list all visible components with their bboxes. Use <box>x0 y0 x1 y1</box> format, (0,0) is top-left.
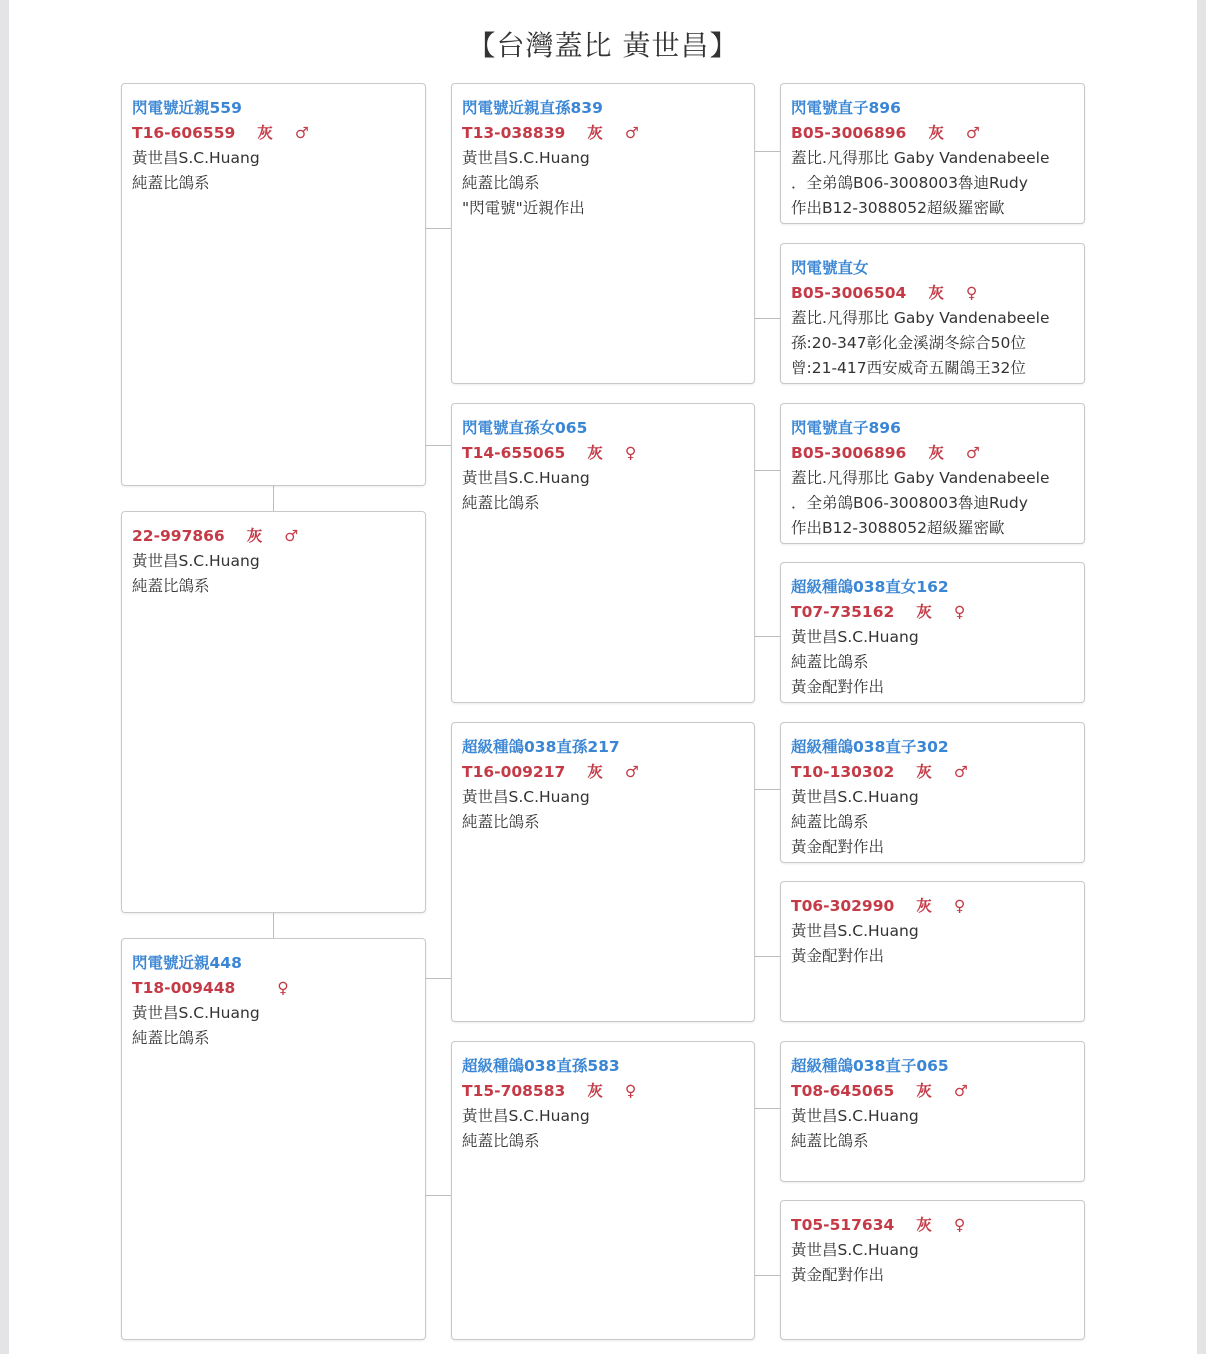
feather-color: 灰 <box>928 124 944 142</box>
male-icon: ♂ <box>294 124 309 142</box>
info-line: 純蓋比鴿系 <box>462 174 540 192</box>
dam-card[interactable] <box>121 938 426 1340</box>
ring-line <box>462 760 744 785</box>
ring-number: T13-038839 <box>462 124 566 142</box>
info-line: ．全弟鴿B06-3008003魯迪Rudy <box>791 494 1028 512</box>
info-line: 蓋比.凡得那比 Gaby Vandenabeele <box>791 309 1050 327</box>
female-icon: ♀ <box>277 979 289 997</box>
info-line: 純蓋比鴿系 <box>791 1132 869 1150</box>
info-line: 黃金配對作出 <box>791 678 885 696</box>
female-icon: ♀ <box>953 897 966 915</box>
info-line: 黃世昌S.C.Huang <box>462 788 590 806</box>
sds-card[interactable] <box>780 403 1085 544</box>
pigeon-name: 超級種鴿038直子302 <box>791 738 949 756</box>
ring-line <box>791 441 1074 466</box>
sire-card[interactable] <box>121 83 426 486</box>
info-line: 黃世昌S.C.Huang <box>462 1107 590 1125</box>
info-line: 純蓋比鴿系 <box>462 1132 540 1150</box>
ring-line <box>791 894 1074 919</box>
pigeon-name: 閃電號近親448 <box>132 954 242 972</box>
ring-line <box>791 1213 1074 1238</box>
connector <box>273 913 274 938</box>
feather-color: 灰 <box>928 444 944 462</box>
female-icon: ♀ <box>953 603 966 621</box>
ring-number: B05-3006504 <box>791 284 907 302</box>
info-line: 黃世昌S.C.Huang <box>132 149 260 167</box>
pigeon-name: 閃電號直子896 <box>791 419 901 437</box>
sss-card[interactable] <box>780 83 1085 224</box>
female-icon: ♀ <box>965 284 978 302</box>
ring-number: B05-3006896 <box>791 124 907 142</box>
ring-number: 22-997866 <box>132 527 225 545</box>
info-line: 蓋比.凡得那比 Gaby Vandenabeele <box>791 469 1050 487</box>
connector <box>426 1195 451 1196</box>
ring-line <box>462 121 744 146</box>
info-line: 黃世昌S.C.Huang <box>132 552 260 570</box>
info-line: 純蓋比鴿系 <box>132 577 210 595</box>
info-line: 純蓋比鴿系 <box>132 1029 210 1047</box>
ring-line <box>132 524 415 549</box>
feather-color: 灰 <box>587 444 603 462</box>
feather-color: 灰 <box>587 124 603 142</box>
male-icon: ♂ <box>965 444 980 462</box>
info-line: 作出B12-3088052超級羅密歐 <box>791 199 1005 217</box>
ring-number: T16-606559 <box>132 124 236 142</box>
info-line: 黃世昌S.C.Huang <box>791 628 919 646</box>
ring-number: T16-009217 <box>462 763 566 781</box>
connector <box>426 228 451 229</box>
feather-color: 灰 <box>928 284 944 302</box>
pigeon-name: 閃電號直子896 <box>791 99 901 117</box>
ring-number: T07-735162 <box>791 603 895 621</box>
ring-line <box>791 121 1074 146</box>
feather-color: 灰 <box>916 603 932 621</box>
connector <box>426 445 451 446</box>
info-line: 純蓋比鴿系 <box>462 813 540 831</box>
info-line: 黃世昌S.C.Huang <box>791 1241 919 1259</box>
dam-sire-card[interactable] <box>451 722 755 1022</box>
feather-color: 灰 <box>587 763 603 781</box>
dam-dam-card[interactable] <box>451 1041 755 1340</box>
info-line: 黃金配對作出 <box>791 838 885 856</box>
female-icon: ♀ <box>624 1082 637 1100</box>
info-line: 作出B12-3088052超級羅密歐 <box>791 519 1005 537</box>
male-icon: ♂ <box>953 763 968 781</box>
info-line: 蓋比.凡得那比 Gaby Vandenabeele <box>791 149 1050 167</box>
ring-line <box>462 441 744 466</box>
ring-line <box>132 976 415 1001</box>
info-line: 孫:20-347彰化金溪湖冬綜合50位 <box>791 334 1026 352</box>
info-line: 黃世昌S.C.Huang <box>791 922 919 940</box>
connector <box>755 789 780 790</box>
ring-line <box>132 121 415 146</box>
pigeon-name: 閃電號近親559 <box>132 99 242 117</box>
info-line: 黃世昌S.C.Huang <box>462 149 590 167</box>
info-line: 純蓋比鴿系 <box>132 174 210 192</box>
connector <box>755 318 780 319</box>
connector <box>755 636 780 637</box>
connector <box>755 1275 780 1276</box>
pigeon-name: 超級種鴿038直孫217 <box>462 738 620 756</box>
male-icon: ♂ <box>284 527 299 545</box>
pigeon-name: 超級種鴿038直子065 <box>791 1057 949 1075</box>
connector <box>755 1108 780 1109</box>
ring-number: T18-009448 <box>132 979 236 997</box>
feather-color: 灰 <box>587 1082 603 1100</box>
info-line: 曾:21-417西安威奇五關鴿王32位 <box>791 359 1026 377</box>
info-line: 黃世昌S.C.Huang <box>791 788 919 806</box>
info-line: "閃電號"近親作出 <box>462 199 585 217</box>
info-line: ．全弟鴿B06-3008003魯迪Rudy <box>791 174 1028 192</box>
sire-dam-card[interactable] <box>451 403 755 703</box>
feather-color: 灰 <box>916 763 932 781</box>
ring-line <box>462 1079 744 1104</box>
ring-number: T14-655065 <box>462 444 566 462</box>
ring-line <box>791 600 1074 625</box>
dss-card[interactable] <box>780 722 1085 863</box>
male-icon: ♂ <box>624 124 639 142</box>
connector <box>755 151 780 152</box>
pigeon-name: 超級種鴿038直女162 <box>791 578 949 596</box>
feather-color: 灰 <box>916 897 932 915</box>
ring-number: T15-708583 <box>462 1082 566 1100</box>
female-icon: ♀ <box>624 444 637 462</box>
feather-color: 灰 <box>916 1216 932 1234</box>
ring-number: B05-3006896 <box>791 444 907 462</box>
info-line: 黃世昌S.C.Huang <box>791 1107 919 1125</box>
pigeon-name: 閃電號近親直孫839 <box>462 99 603 117</box>
subject-card[interactable] <box>121 511 426 913</box>
info-line: 黃金配對作出 <box>791 947 885 965</box>
sire-sire-card[interactable] <box>451 83 755 384</box>
ring-line <box>791 760 1074 785</box>
info-line: 黃世昌S.C.Huang <box>132 1004 260 1022</box>
ring-number: T10-130302 <box>791 763 895 781</box>
info-line: 黃世昌S.C.Huang <box>462 469 590 487</box>
ring-number: T05-517634 <box>791 1216 895 1234</box>
male-icon: ♂ <box>953 1082 968 1100</box>
ddd-card[interactable] <box>780 1200 1085 1340</box>
dsd-card[interactable] <box>780 881 1085 1022</box>
pigeon-name: 超級種鴿038直孫583 <box>462 1057 620 1075</box>
ring-line <box>791 1079 1074 1104</box>
feather-color: 灰 <box>257 124 273 142</box>
info-line: 純蓋比鴿系 <box>791 813 869 831</box>
male-icon: ♂ <box>624 763 639 781</box>
dds-card[interactable] <box>780 1041 1085 1182</box>
ssd-card[interactable] <box>780 243 1085 384</box>
connector <box>273 486 274 511</box>
info-line: 黃金配對作出 <box>791 1266 885 1284</box>
connector <box>755 956 780 957</box>
info-line: 純蓋比鴿系 <box>462 494 540 512</box>
ring-line <box>791 281 1074 306</box>
male-icon: ♂ <box>965 124 980 142</box>
ring-number: T06-302990 <box>791 897 895 915</box>
connector <box>426 978 451 979</box>
page-title: 【台灣蓋比 黃世昌】 <box>467 29 739 62</box>
ring-number: T08-645065 <box>791 1082 895 1100</box>
pigeon-name: 閃電號直女 <box>791 259 869 277</box>
feather-color: 灰 <box>916 1082 932 1100</box>
pigeon-name: 閃電號直孫女065 <box>462 419 588 437</box>
connector <box>755 470 780 471</box>
feather-color: 灰 <box>246 527 263 545</box>
info-line: 純蓋比鴿系 <box>791 653 869 671</box>
female-icon: ♀ <box>953 1216 966 1234</box>
sdd-card[interactable] <box>780 562 1085 703</box>
